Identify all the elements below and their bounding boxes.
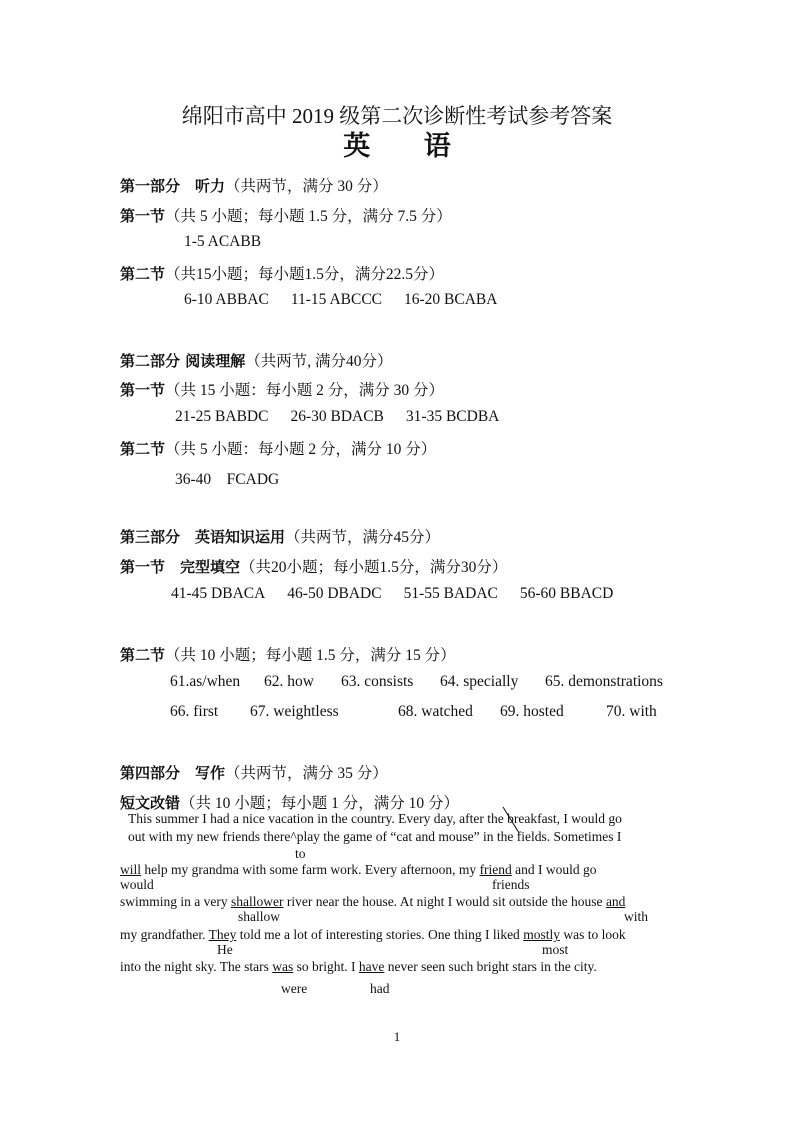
part1-sec1-heading: 第一节 [120,207,166,225]
answer-group: 41-45 DBACA [171,585,266,602]
correction-he: He [217,942,233,957]
part3-sec1-answers [171,585,635,603]
essay-line-6 [120,959,597,975]
answer-group: 21-25 BABDC [175,408,269,425]
part1-sec1-note: （共 5 小题；每小题 1.5 分，满分 7.5 分） [165,208,452,225]
answer-group: 26-30 BDACB [290,408,384,425]
answer-item: 64. specially [440,673,519,690]
part2-sec2-note: （共 5 小题：每小题 2 分，满分 10 分） [165,441,437,458]
essay-text: into the night sky. The stars [120,959,273,974]
answer-item: 62. how [264,673,314,690]
part4-sec1-heading: 短文改错 [120,794,181,812]
error-word: will [120,862,142,877]
part3-sec2-line [120,643,456,665]
answer-group: 11-15 ABCCC [290,291,382,308]
answer-group: 6-10 ABBAC [184,291,269,308]
part2-sec2-line [120,437,436,459]
answer-group: 36-40 FCADG [175,471,280,488]
part4-sec1-line [120,791,459,813]
part2-sec1-line [120,378,444,400]
error-word: and [605,894,626,909]
essay-text: was to look [559,927,626,942]
essay-line-3 [120,862,597,878]
part2-sec1-answers [175,408,521,426]
part3-sec1-line [120,555,507,577]
essay-line-4 [120,894,625,910]
essay-text: and I would go [511,862,597,877]
page-number: 1 [393,1029,401,1044]
answer-item: 69. hosted [500,703,564,720]
essay-text: out with my new friends there [128,829,291,844]
correction-to: to [295,846,306,861]
part3-sec2-heading: 第二节 [120,646,166,664]
subject-title: 英 语 [343,131,473,162]
answer-group: 16-20 BCABA [404,291,498,308]
essay-line-2 [128,829,621,845]
answer-item: 66. first [170,703,219,720]
part2-note: （共两节, 满分40分） [245,353,393,370]
grammar-answers-row-1 [0,673,794,695]
answer-item: 63. consists [341,673,414,690]
error-word: mostly [523,927,560,942]
answer-group: 46-50 DBADC [287,585,382,602]
essay-line-1: This summer I had a nice vacation in the country. Every day, after the breakfast, I would go [128,811,622,826]
part3-sec1-note: （共20小题；每小题1.5分，满分30分） [240,559,508,576]
answer-group: 56-60 BBACD [519,585,614,602]
essay-text: river near the house. At night I would sit outside the house [283,894,606,909]
answer-group: 51-55 BADAC [403,585,498,602]
correction-friends: friends [492,877,530,892]
part1-heading-line [120,174,388,196]
part4-note: （共两节，满分 35 分） [225,765,388,782]
part2-sec1-heading: 第一节 [120,381,166,399]
part1-heading: 第一部分 听力 [120,177,226,195]
answer-item: 70. with [606,703,657,720]
essay-text: so bright. I [293,959,359,974]
part1-note: （共两节，满分 30 分） [225,178,388,195]
answer-group: 1-5 ACABB [184,233,262,250]
part1-sec2-note: （共15小题；每小题1.5分，满分22.5分） [165,266,445,283]
part3-note: （共两节，满分45分） [285,529,441,546]
essay-text: told me a lot of interesting stories. One thing I liked [236,927,524,942]
error-word: friend [479,862,512,877]
part4-sec1-note: （共 10 小题；每小题 1 分，满分 10 分） [180,795,460,812]
part1-sec1-line [120,204,452,226]
part2-heading-line [120,349,393,371]
correction-were: were [281,981,308,996]
answer-item: 67. weightless [250,703,339,720]
correction-shallow: shallow [238,909,280,924]
answer-item: 61.as/when [170,673,241,690]
grammar-answers-row-2 [0,703,794,725]
error-word: have [358,959,385,974]
error-word: shallower [231,894,284,909]
part3-heading: 第三部分 英语知识运用 [120,528,286,546]
answer-item: 68. watched [398,703,473,720]
part1-sec2-line [120,262,444,284]
insert-caret-icon: ^ [290,829,297,844]
answer-item: 65. demonstrations [545,673,663,690]
correction-with: with [624,909,649,924]
essay-text: help my grandma with some farm work. Every afternoon, my [141,862,480,877]
error-word: was [272,959,294,974]
part1-sec2-heading: 第二节 [120,265,166,283]
part4-heading: 第四部分 写作 [120,764,226,782]
part3-heading-line [120,525,440,547]
document-title: 绵阳市高中 2019 级第二次诊断性考试参考答案 [181,104,613,128]
correction-most: most [542,942,569,957]
part1-sec1-answers [184,233,283,251]
part2-sec2-heading: 第二节 [120,440,166,458]
answer-group: 31-35 BCDBA [405,408,500,425]
correction-would: would [120,877,154,892]
part4-heading-line [120,761,388,783]
essay-line-5 [120,927,626,943]
correction-had: had [370,981,390,996]
part3-sec1-heading: 第一节 完型填空 [120,558,241,576]
error-word: They [208,927,237,942]
part1-sec2-answers [184,291,519,309]
part3-sec2-note: （共 10 小题；每小题 1.5 分，满分 15 分） [165,647,456,664]
part2-heading: 第二部分 阅读理解 [120,352,246,370]
essay-text: never seen such bright stars in the city. [384,959,597,974]
part2-sec1-note: （共 15 小题：每小题 2 分，满分 30 分） [165,382,445,399]
part2-sec2-answers [175,467,301,489]
essay-text: swimming in a very [120,894,231,909]
essay-text: my grandfather. [120,927,209,942]
essay-text: play the game of “cat and mouse” in the fields. Sometimes I [296,829,622,844]
